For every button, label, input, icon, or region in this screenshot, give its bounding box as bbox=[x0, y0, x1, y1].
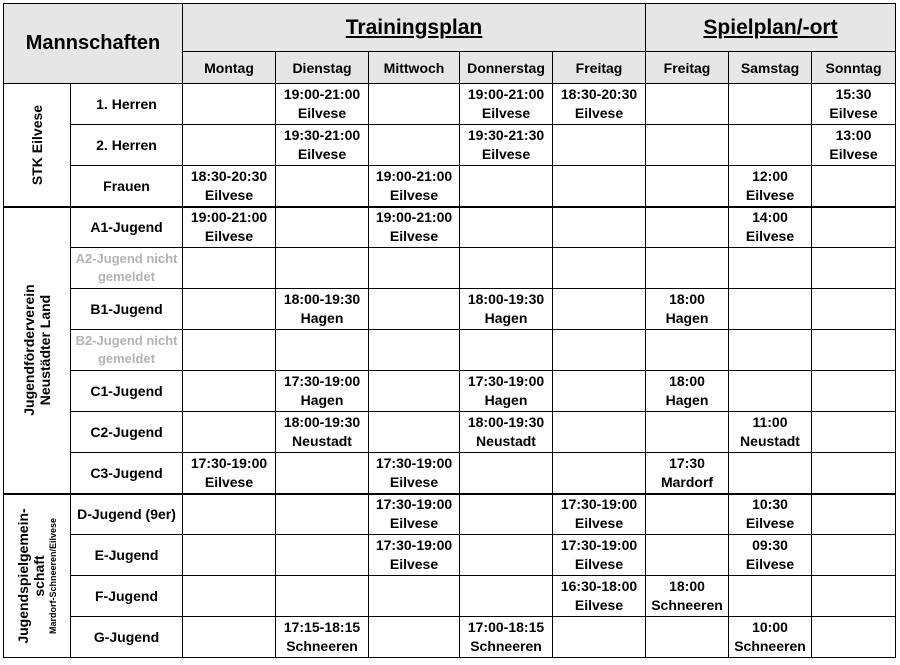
schedule-cell bbox=[460, 535, 553, 576]
time-text: 14:00 bbox=[752, 209, 788, 226]
location-text: Eilvese bbox=[481, 105, 531, 121]
schedule-cell bbox=[812, 371, 896, 412]
team-row bbox=[4, 371, 896, 412]
teams-header: Mannschaften bbox=[4, 4, 183, 84]
schedule-cell bbox=[553, 207, 646, 248]
schedule-cell bbox=[812, 248, 896, 289]
team-name: 1. Herren bbox=[71, 84, 183, 125]
group-label bbox=[4, 494, 71, 658]
schedule-cell bbox=[812, 535, 896, 576]
schedule-cell bbox=[276, 289, 369, 330]
schedule-cell bbox=[276, 330, 369, 371]
schedule-cell bbox=[646, 166, 729, 207]
schedule-cell bbox=[276, 494, 369, 535]
location-text: Eilvese bbox=[829, 105, 878, 121]
schedule-cell bbox=[646, 412, 729, 453]
team-name: E-Jugend bbox=[71, 535, 183, 576]
schedule-cell bbox=[276, 125, 369, 166]
schedule-cell bbox=[646, 330, 729, 371]
schedule-cell bbox=[183, 330, 276, 371]
games-header: Spielplan/-ort bbox=[646, 4, 896, 52]
schedule-cell bbox=[183, 371, 276, 412]
schedule-cell bbox=[729, 330, 812, 371]
group-label bbox=[4, 84, 71, 207]
location-text: Eilvese bbox=[829, 146, 878, 162]
schedule-table bbox=[3, 3, 896, 658]
game-day-header: Samstag bbox=[729, 52, 812, 84]
schedule-cell bbox=[729, 125, 812, 166]
schedule-cell bbox=[460, 412, 553, 453]
team-row bbox=[4, 535, 896, 576]
schedule-cell bbox=[812, 207, 896, 248]
schedule-cell bbox=[553, 494, 646, 535]
time-text: 18:00-19:30 bbox=[467, 414, 545, 430]
schedule-cell bbox=[646, 453, 729, 494]
schedule-cell bbox=[729, 84, 812, 125]
location-text: Eilvese bbox=[389, 186, 439, 203]
schedule-cell bbox=[369, 207, 460, 248]
location-text: Eilvese bbox=[481, 146, 531, 162]
location-text: Hagen bbox=[484, 392, 528, 408]
team-name: C2-Jugend bbox=[71, 412, 183, 453]
location-text: Hagen bbox=[665, 310, 709, 326]
location-text: Eilvese bbox=[745, 556, 795, 572]
team-row bbox=[4, 453, 896, 494]
time-text: 19:30-21:00 bbox=[283, 127, 361, 143]
location-text: Eilvese bbox=[297, 146, 347, 162]
schedule-cell bbox=[183, 453, 276, 494]
schedule-cell bbox=[369, 494, 460, 535]
schedule-cell bbox=[646, 248, 729, 289]
schedule-cell bbox=[369, 453, 460, 494]
schedule-cell bbox=[812, 617, 896, 658]
schedule-cell bbox=[729, 289, 812, 330]
group-label-line: Jugendförderverein bbox=[21, 284, 37, 416]
time-text: 18:30-20:30 bbox=[190, 167, 268, 184]
team-name: 2. Herren bbox=[71, 125, 183, 166]
game-day-header: Freitag bbox=[646, 52, 729, 84]
team-name: B1-Jugend bbox=[71, 289, 183, 330]
group-label-subline: Mardorf-Schneeren/Eilvese bbox=[48, 517, 58, 634]
schedule-cell bbox=[553, 84, 646, 125]
schedule-cell bbox=[460, 576, 553, 617]
schedule-cell bbox=[460, 453, 553, 494]
schedule-cell bbox=[369, 125, 460, 166]
time-text: 17:30-19:00 bbox=[375, 454, 453, 471]
schedule-cell bbox=[729, 412, 812, 453]
time-text: 13:00 bbox=[835, 127, 872, 143]
team-name: C3-Jugend bbox=[71, 453, 183, 494]
schedule-cell bbox=[276, 371, 369, 412]
location-text: Schneeren bbox=[470, 638, 542, 654]
schedule-cell bbox=[812, 166, 896, 207]
time-text: 11:00 bbox=[752, 414, 788, 430]
schedule-cell bbox=[729, 453, 812, 494]
schedule-cell bbox=[553, 289, 646, 330]
team-row bbox=[4, 330, 896, 371]
schedule-cell bbox=[729, 248, 812, 289]
schedule-cell bbox=[812, 84, 896, 125]
location-text: Eilvese bbox=[389, 556, 439, 572]
time-text: 18:00-19:30 bbox=[283, 414, 361, 430]
time-text: 18:00 bbox=[669, 578, 705, 594]
schedule-cell bbox=[553, 330, 646, 371]
team-name: B2-Jugend nicht gemeldet bbox=[71, 330, 183, 371]
schedule-cell bbox=[276, 453, 369, 494]
schedule-cell bbox=[183, 535, 276, 576]
location-text: Eilvese bbox=[574, 556, 624, 572]
schedule-cell bbox=[729, 207, 812, 248]
schedule-cell bbox=[276, 412, 369, 453]
group-label-line: Jugendspielgemein- bbox=[15, 508, 31, 644]
schedule-cell bbox=[183, 125, 276, 166]
training-day-header: Dienstag bbox=[276, 52, 369, 84]
location-text: Hagen bbox=[665, 392, 709, 408]
schedule-cell bbox=[646, 84, 729, 125]
schedule-cell bbox=[369, 248, 460, 289]
schedule-cell bbox=[812, 576, 896, 617]
schedule-cell bbox=[812, 125, 896, 166]
schedule-cell bbox=[553, 453, 646, 494]
schedule-cell bbox=[183, 248, 276, 289]
time-text: 19:00-21:00 bbox=[467, 86, 545, 102]
schedule-cell bbox=[460, 166, 553, 207]
location-text: Eilvese bbox=[204, 186, 254, 203]
location-text: Eilvese bbox=[297, 105, 347, 121]
team-row bbox=[4, 617, 896, 658]
schedule-cell bbox=[183, 289, 276, 330]
schedule-cell bbox=[460, 330, 553, 371]
location-text: Eilvese bbox=[389, 515, 439, 532]
time-text: 12:00 bbox=[752, 167, 788, 184]
group-label-line: schaft bbox=[31, 555, 47, 597]
time-text: 19:00-21:00 bbox=[375, 209, 453, 226]
schedule-cell bbox=[553, 371, 646, 412]
schedule-cell bbox=[553, 166, 646, 207]
location-text: Eilvese bbox=[745, 515, 795, 532]
location-text: Eilvese bbox=[745, 186, 795, 203]
schedule-cell bbox=[553, 576, 646, 617]
location-text: Eilvese bbox=[389, 473, 439, 490]
schedule-cell bbox=[369, 576, 460, 617]
team-name: D-Jugend (9er) bbox=[71, 494, 183, 535]
location-text: Hagen bbox=[484, 310, 528, 326]
schedule-cell bbox=[812, 494, 896, 535]
team-row bbox=[4, 248, 896, 289]
schedule-cell bbox=[276, 207, 369, 248]
team-row bbox=[4, 289, 896, 330]
schedule-cell bbox=[646, 371, 729, 412]
location-text: Schneeren bbox=[734, 638, 806, 654]
time-text: 17:30 bbox=[669, 454, 705, 471]
location-text: Hagen bbox=[300, 310, 344, 326]
schedule-cell bbox=[460, 84, 553, 125]
schedule-cell bbox=[276, 576, 369, 617]
time-text: 17:30-19:00 bbox=[375, 496, 453, 513]
group-label-line: Neustädter Land bbox=[37, 294, 53, 406]
schedule-cell bbox=[553, 248, 646, 289]
team-name: G-Jugend bbox=[71, 617, 183, 658]
schedule-cell bbox=[276, 535, 369, 576]
team-name: C1-Jugend bbox=[71, 371, 183, 412]
game-day-header: Sonntag bbox=[812, 52, 896, 84]
location-text: Mardorf bbox=[660, 473, 714, 490]
location-text: Hagen bbox=[300, 392, 344, 408]
schedule-cell bbox=[460, 371, 553, 412]
schedule-cell bbox=[729, 371, 812, 412]
location-text: Eilvese bbox=[204, 473, 254, 490]
location-text: Schneeren bbox=[286, 638, 358, 654]
group-label-line: STK Eilvese bbox=[29, 104, 45, 185]
schedule-cell bbox=[183, 84, 276, 125]
schedule-cell bbox=[812, 289, 896, 330]
time-text: 17:30-19:00 bbox=[560, 537, 638, 553]
time-text: 09:30 bbox=[752, 537, 788, 553]
schedule-cell bbox=[369, 412, 460, 453]
location-text: Eilvese bbox=[389, 228, 439, 245]
time-text: 19:00-21:00 bbox=[190, 209, 268, 226]
schedule-cell bbox=[646, 535, 729, 576]
group-label bbox=[4, 207, 71, 494]
schedule-cell bbox=[729, 617, 812, 658]
time-text: 18:00 bbox=[669, 373, 705, 389]
location-text: Eilvese bbox=[745, 228, 795, 245]
team-row bbox=[4, 576, 896, 617]
schedule-cell bbox=[369, 371, 460, 412]
schedule-cell bbox=[183, 617, 276, 658]
location-text: Neustadt bbox=[292, 433, 352, 449]
schedule-cell bbox=[460, 207, 553, 248]
time-text: 17:15-18:15 bbox=[283, 619, 361, 635]
training-header: Trainingsplan bbox=[183, 4, 646, 52]
schedule-cell bbox=[369, 289, 460, 330]
schedule-cell bbox=[812, 453, 896, 494]
location-text: Eilvese bbox=[574, 597, 624, 613]
schedule-cell bbox=[460, 289, 553, 330]
time-text: 15:30 bbox=[835, 86, 872, 102]
schedule-cell bbox=[812, 412, 896, 453]
time-text: 18:30-20:30 bbox=[560, 86, 638, 102]
team-row bbox=[4, 166, 896, 207]
schedule-cell bbox=[369, 84, 460, 125]
schedule-cell bbox=[553, 412, 646, 453]
schedule-cell bbox=[183, 494, 276, 535]
schedule-cell bbox=[729, 535, 812, 576]
schedule-cell bbox=[369, 535, 460, 576]
training-day-header: Montag bbox=[183, 52, 276, 84]
schedule-cell bbox=[369, 330, 460, 371]
schedule-cell bbox=[276, 84, 369, 125]
time-text: 18:00-19:30 bbox=[467, 291, 545, 307]
location-text: Schneeren bbox=[651, 597, 723, 613]
team-name: A1-Jugend bbox=[71, 207, 183, 248]
time-text: 19:30-21:30 bbox=[467, 127, 545, 143]
time-text: 17:30-19:00 bbox=[560, 496, 638, 513]
schedule-cell bbox=[646, 125, 729, 166]
schedule-cell bbox=[646, 576, 729, 617]
team-name: A2-Jugend nicht gemeldet bbox=[71, 248, 183, 289]
schedule-cell bbox=[646, 207, 729, 248]
schedule-cell bbox=[183, 412, 276, 453]
time-text: 10:30 bbox=[752, 496, 788, 513]
time-text: 19:00-21:00 bbox=[375, 167, 453, 184]
time-text: 17:30-19:00 bbox=[375, 537, 453, 553]
time-text: 17:30-19:00 bbox=[467, 373, 545, 389]
team-row bbox=[4, 207, 896, 248]
team-row bbox=[4, 125, 896, 166]
location-text: Neustadt bbox=[740, 433, 800, 449]
schedule-cell bbox=[646, 289, 729, 330]
time-text: 10:00 bbox=[752, 619, 788, 635]
location-text: Neustadt bbox=[476, 433, 536, 449]
training-day-header: Mittwoch bbox=[369, 52, 460, 84]
schedule-cell bbox=[729, 494, 812, 535]
schedule-cell bbox=[553, 535, 646, 576]
schedule-cell bbox=[729, 576, 812, 617]
time-text: 17:00-18:15 bbox=[467, 619, 545, 635]
location-text: Eilvese bbox=[574, 105, 624, 121]
team-name: F-Jugend bbox=[71, 576, 183, 617]
schedule-cell bbox=[276, 248, 369, 289]
schedule-cell bbox=[646, 617, 729, 658]
schedule-cell bbox=[183, 207, 276, 248]
schedule-cell bbox=[553, 617, 646, 658]
time-text: 19:00-21:00 bbox=[283, 86, 361, 102]
schedule-cell bbox=[729, 166, 812, 207]
training-day-header: Freitag bbox=[553, 52, 646, 84]
schedule-cell bbox=[646, 494, 729, 535]
schedule-cell bbox=[460, 494, 553, 535]
schedule-cell bbox=[460, 617, 553, 658]
time-text: 17:30-19:00 bbox=[190, 454, 268, 471]
time-text: 17:30-19:00 bbox=[283, 373, 361, 389]
location-text: Eilvese bbox=[574, 515, 624, 532]
schedule-cell bbox=[183, 576, 276, 617]
time-text: 18:00-19:30 bbox=[283, 291, 361, 307]
schedule-cell bbox=[812, 330, 896, 371]
schedule-cell bbox=[553, 125, 646, 166]
team-row bbox=[4, 412, 896, 453]
schedule-cell bbox=[276, 166, 369, 207]
time-text: 16:30-18:00 bbox=[560, 578, 638, 594]
team-row bbox=[4, 84, 896, 125]
schedule-cell bbox=[276, 617, 369, 658]
schedule-cell bbox=[369, 166, 460, 207]
team-row bbox=[4, 494, 896, 535]
team-name: Frauen bbox=[71, 166, 183, 207]
schedule-cell bbox=[183, 166, 276, 207]
schedule-cell bbox=[369, 617, 460, 658]
training-day-header: Donnerstag bbox=[460, 52, 553, 84]
location-text: Eilvese bbox=[204, 228, 254, 245]
schedule-cell bbox=[460, 248, 553, 289]
schedule-cell bbox=[460, 125, 553, 166]
time-text: 18:00 bbox=[669, 291, 705, 307]
